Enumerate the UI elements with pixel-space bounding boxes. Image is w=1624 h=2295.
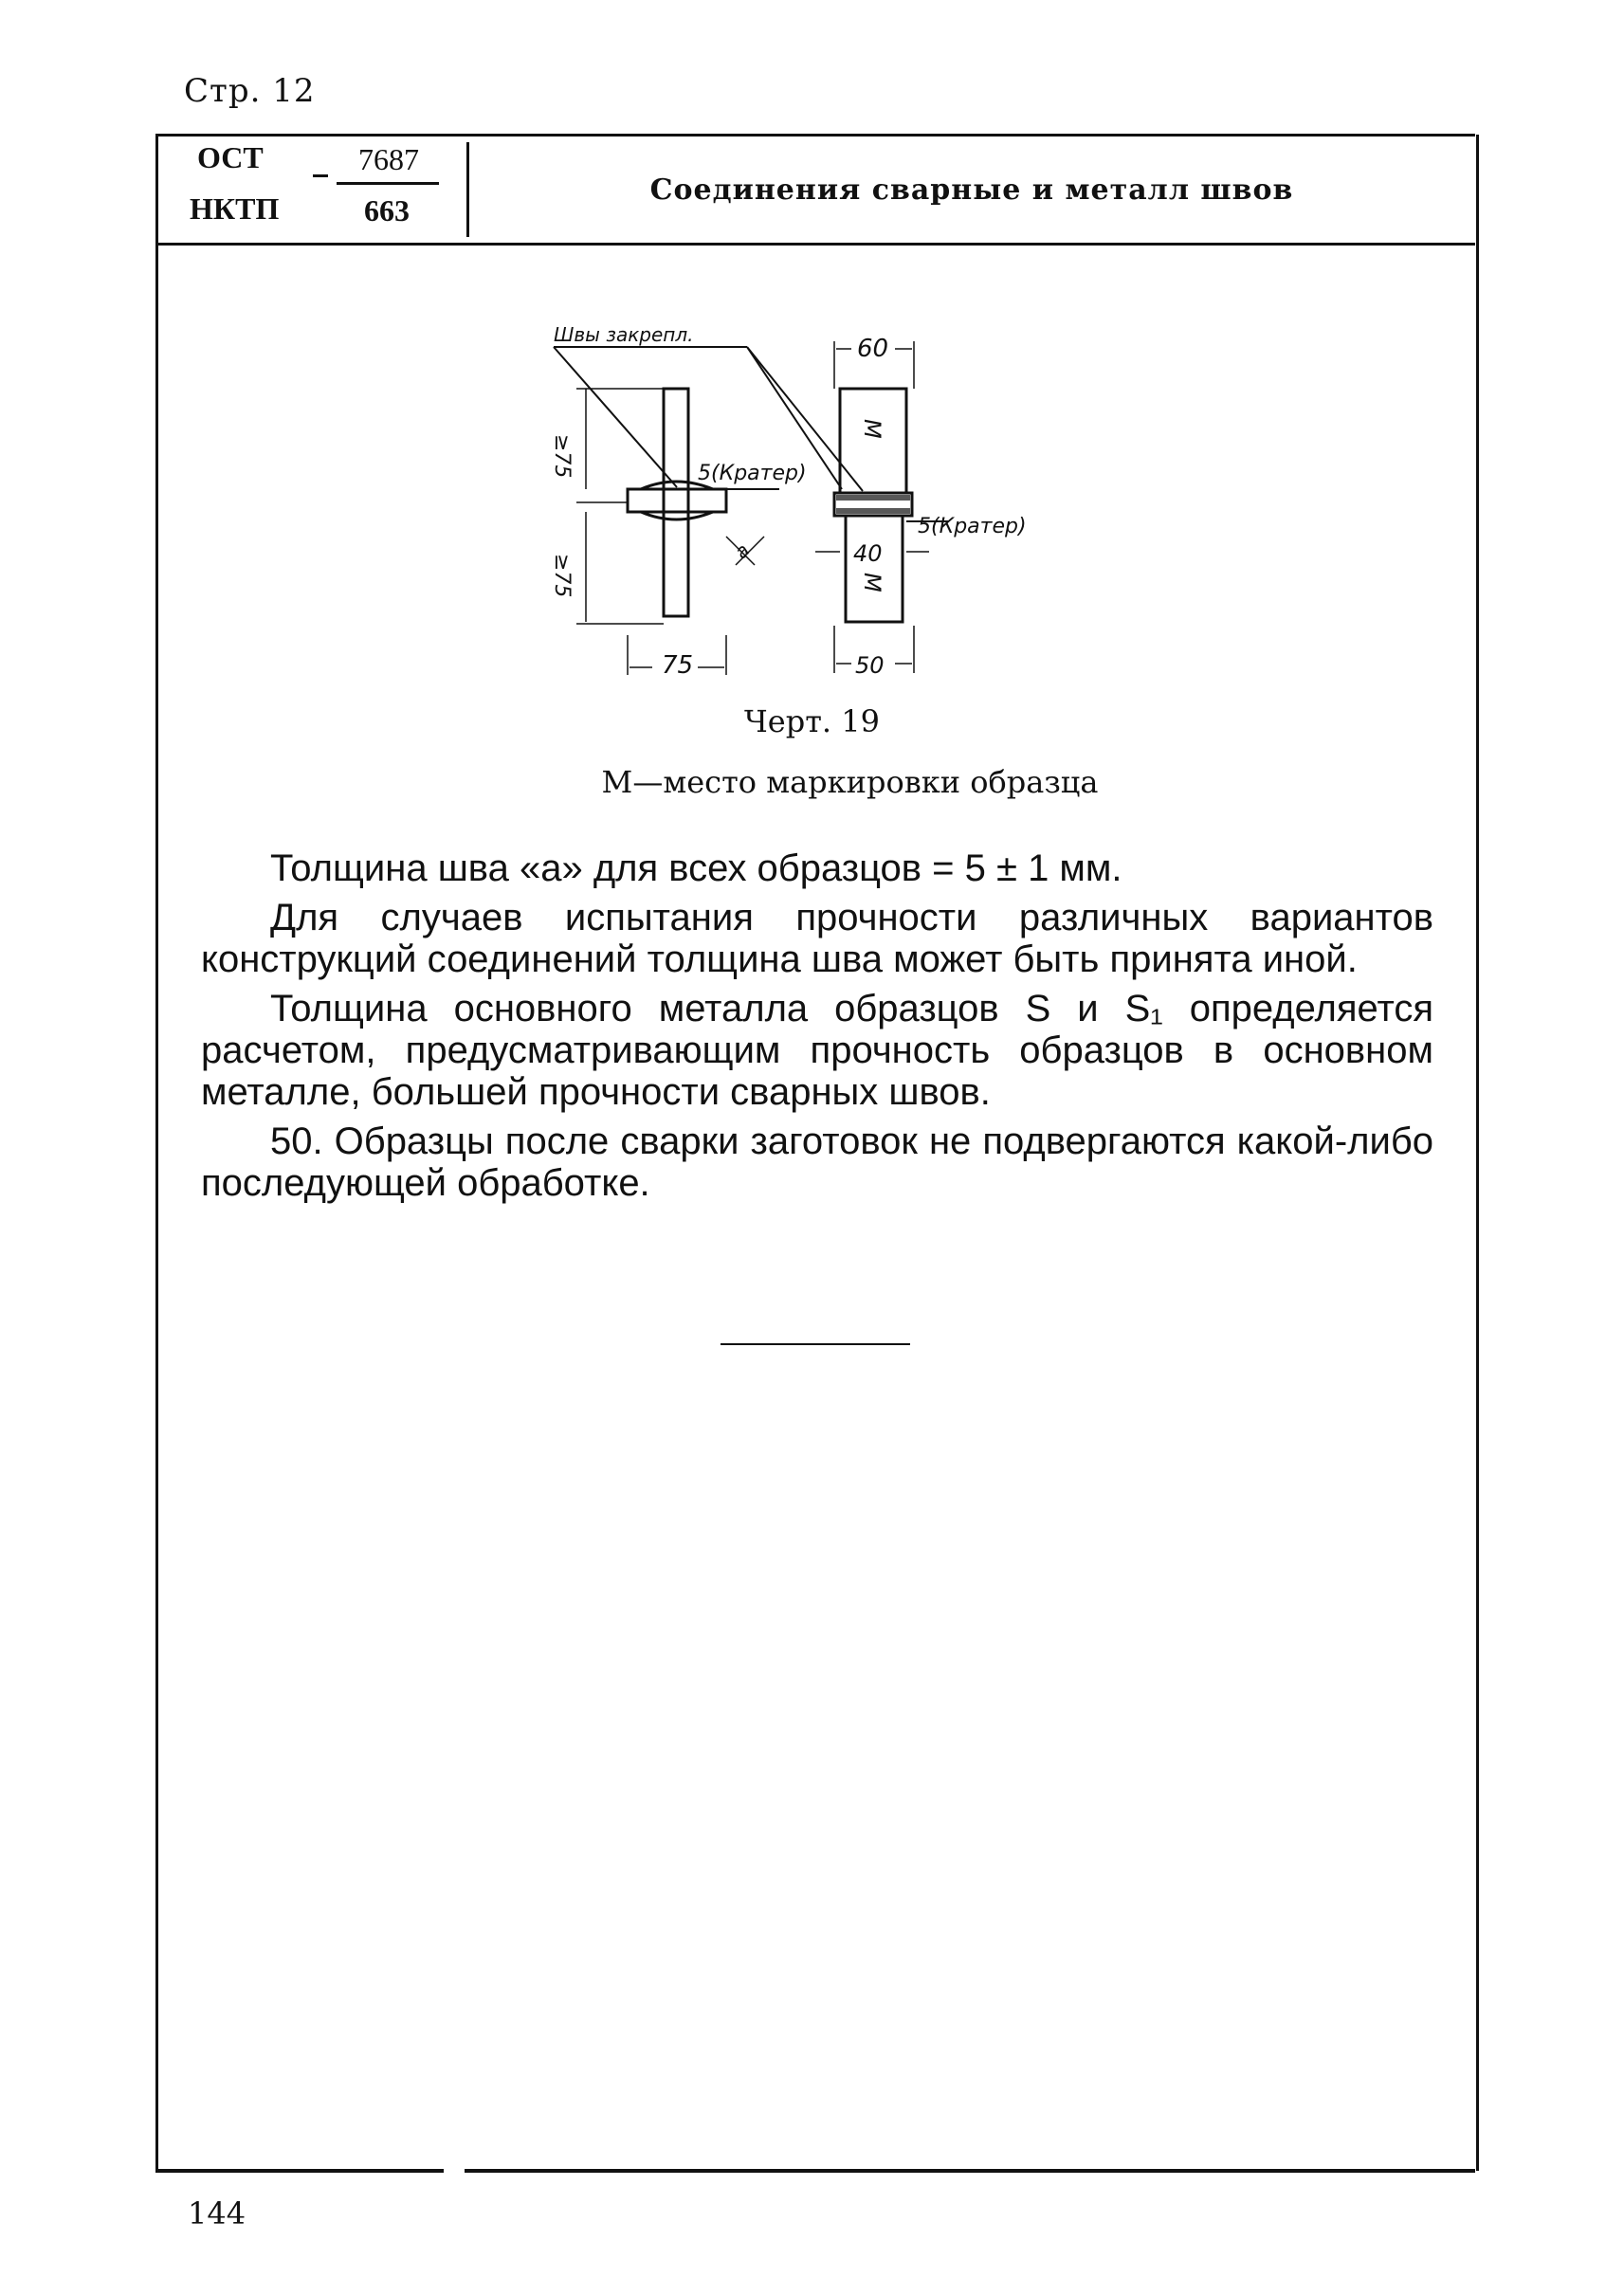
page-label: Стр. 12 [184, 72, 316, 110]
figure-caption-text: М—место маркировки образца [601, 764, 1099, 800]
paragraph-50: 50. Образцы после сварки заготовок не подвергаются какой-либо последующей обработке. [201, 1120, 1433, 1204]
weld-specimen-drawing [531, 313, 1138, 692]
paragraph-weld-thickness: Толщина шва «а» для всех образцов = 5 ± 1 мм. [270, 847, 1122, 889]
figure-caption-number: Черт. 19 [744, 703, 880, 739]
marking-m-bottom: М [859, 573, 885, 592]
standard-number-top: 7687 [358, 142, 419, 176]
dim-40: 40 [853, 540, 883, 567]
dim-50: 50 [855, 652, 885, 679]
standard-number-bottom: 663 [364, 193, 410, 228]
fraction-line [337, 182, 439, 185]
standard-code-nktp: НКТП [190, 191, 280, 226]
bottom-rule-right [465, 2169, 1475, 2173]
body-text [201, 847, 1433, 1204]
right-lower-plate [846, 516, 903, 622]
header-divider [466, 142, 469, 237]
dim-weld-a: a [729, 538, 755, 564]
dim-60: 60 [857, 335, 889, 363]
dim-bottom-height: ≥75 [550, 554, 574, 598]
label-seams: Швы закрепл. [554, 323, 694, 346]
left-cross-plate [628, 489, 726, 512]
left-specimen-plate [664, 389, 688, 616]
dim-width-75: 75 [662, 651, 694, 680]
bottom-rule-left [155, 2169, 444, 2173]
marking-m-top: М [859, 419, 885, 439]
page-number: 144 [188, 2195, 246, 2231]
dim-top-height: ≥75 [550, 434, 574, 479]
right-upper-plate [840, 389, 906, 493]
label-crater-right: 5(Кратер) [918, 515, 1027, 538]
label-crater-left: 5(Кратер) [698, 462, 807, 485]
end-rule [721, 1343, 910, 1345]
paragraph-test-variants: Для случаев испытания прочности различных вариантов конструкций соединений толщина шва может быть принята иной. [201, 897, 1433, 980]
paragraph-base-metal: Толщина основного металла образцов S и S₁ определяется расчетом, предусматривающим прочность образцов в основном металле, большей прочности сварных швов. [201, 988, 1433, 1113]
document-title: Соединения сварные и металл швов [649, 173, 1294, 207]
code-dash [313, 174, 328, 177]
header-separator [155, 243, 1475, 246]
standard-code-ost: ОСТ [197, 140, 264, 174]
